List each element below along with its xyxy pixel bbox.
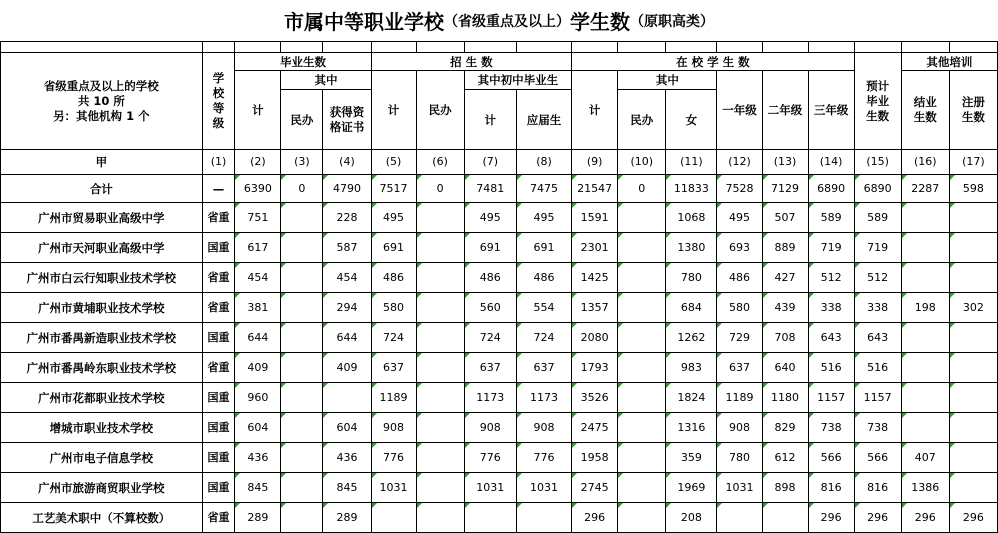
cell-grad-private: [281, 353, 323, 383]
cell-students-total: 1958: [572, 443, 618, 473]
enrollment-private-header: 民办: [416, 71, 464, 150]
cell-enroll-sub-total: (7): [464, 150, 516, 175]
expected-graduates-header: 预计毕业生数: [854, 53, 901, 150]
cell-grad-private: [281, 383, 323, 413]
cell-students-total: 2475: [572, 413, 618, 443]
school-row: [1, 233, 998, 263]
cell-school: 合计: [1, 175, 203, 203]
cell-grad-private: [281, 203, 323, 233]
total-row: [1, 175, 998, 203]
cell-grade2: 1180: [762, 383, 808, 413]
cell-expected-grad: 589: [854, 203, 901, 233]
cell-students-private: [618, 263, 666, 293]
cell-students-private: 0: [618, 175, 666, 203]
cell-grad-cert: 4790: [323, 175, 371, 203]
cell-enroll-total: 776: [371, 443, 416, 473]
cell-students-total: 2080: [572, 323, 618, 353]
cell-students-private: [618, 473, 666, 503]
cell-grad-total: 454: [235, 263, 281, 293]
title-qualifier-2: （原职高类）: [630, 13, 714, 30]
cell-grade2: 427: [762, 263, 808, 293]
graduates-total-header: 计: [235, 71, 281, 150]
cell-other-registered: [949, 443, 997, 473]
school-row: [1, 353, 998, 383]
cell-grad-cert: 454: [323, 263, 371, 293]
cell-grad-private: [281, 323, 323, 353]
cell-grade2: 507: [762, 203, 808, 233]
cell-students-total: 1591: [572, 203, 618, 233]
graduates-private-header: 民办: [281, 90, 323, 150]
cell-enroll-fresh: (8): [516, 150, 571, 175]
cell-expected-grad: 719: [854, 233, 901, 263]
cell-school: 广州市黄埔职业技术学校: [1, 293, 203, 323]
cell-grade2: 898: [762, 473, 808, 503]
cell-other-registered: [949, 413, 997, 443]
cell-enroll-private: [416, 413, 464, 443]
cell-other-completed: [901, 203, 949, 233]
cell-enroll-private: [416, 293, 464, 323]
cell-grade1: 637: [717, 353, 762, 383]
cell-grade2: 708: [762, 323, 808, 353]
cell-grad-private: [281, 263, 323, 293]
cell-other-registered: [949, 473, 997, 503]
title-main: 市属中等职业学校: [284, 10, 444, 34]
students-group-header: 在 校 学 生 数: [572, 53, 855, 71]
level-column-header: 学校等级: [202, 53, 235, 150]
cell-level: 国重: [202, 323, 235, 353]
cell-students-total: 1425: [572, 263, 618, 293]
cell-grad-cert: 289: [323, 503, 371, 533]
cell-other-registered: 296: [949, 503, 997, 533]
cell-school: 广州市天河职业高级中学: [1, 233, 203, 263]
cell-grad-total: 6390: [235, 175, 281, 203]
cell-enroll-sub-total: 7481: [464, 175, 516, 203]
cell-enroll-fresh: 724: [516, 323, 571, 353]
cell-enroll-total: 495: [371, 203, 416, 233]
cell-grad-cert: 228: [323, 203, 371, 233]
cell-students-total: 296: [572, 503, 618, 533]
cell-students-total: 21547: [572, 175, 618, 203]
cell-students-female: (11): [666, 150, 717, 175]
cell-grade1: 486: [717, 263, 762, 293]
cell-expected-grad: 6890: [854, 175, 901, 203]
cell-enroll-sub-total: 776: [464, 443, 516, 473]
school-column-header: [1, 53, 203, 150]
school-header-line-3: 另：其他机构 1 个: [53, 108, 150, 123]
cell-school: 广州市番禺新造职业技术学校: [1, 323, 203, 353]
cell-enroll-private: [416, 203, 464, 233]
cell-students-private: [618, 383, 666, 413]
school-row: [1, 383, 998, 413]
cell-enroll-sub-total: 486: [464, 263, 516, 293]
cell-students-private: [618, 203, 666, 233]
cell-grad-total: 289: [235, 503, 281, 533]
cell-school: 广州市电子信息学校: [1, 443, 203, 473]
cell-grad-private: [281, 413, 323, 443]
cell-expected-grad: 738: [854, 413, 901, 443]
cell-enroll-sub-total: 560: [464, 293, 516, 323]
cell-grad-cert: [323, 383, 371, 413]
cell-grade2: 829: [762, 413, 808, 443]
cell-grad-total: 751: [235, 203, 281, 233]
cell-enroll-sub-total: 908: [464, 413, 516, 443]
cell-grad-total: 617: [235, 233, 281, 263]
cell-grad-total: 845: [235, 473, 281, 503]
cell-enroll-fresh: 1031: [516, 473, 571, 503]
cell-other-completed: (16): [901, 150, 949, 175]
students-private-header: 民办: [618, 90, 666, 150]
cell-enroll-fresh: 776: [516, 443, 571, 473]
cell-students-private: [618, 413, 666, 443]
cell-enroll-private: [416, 383, 464, 413]
cell-enroll-total: 580: [371, 293, 416, 323]
cell-grad-cert: 587: [323, 233, 371, 263]
cell-enroll-total: 1189: [371, 383, 416, 413]
cell-grade3: 816: [808, 473, 854, 503]
cell-expected-grad: 816: [854, 473, 901, 503]
cell-students-total: 2745: [572, 473, 618, 503]
cell-level: (1): [202, 150, 235, 175]
enrollment-sub-total-header: 计: [464, 90, 516, 150]
cell-enroll-total: 691: [371, 233, 416, 263]
cell-level: 省重: [202, 203, 235, 233]
school-header-line-1: 省级重点及以上的学校: [43, 78, 159, 93]
cell-grad-cert: 644: [323, 323, 371, 353]
cell-grade3: 296: [808, 503, 854, 533]
cell-grade1: (12): [717, 150, 762, 175]
cell-enroll-fresh: 486: [516, 263, 571, 293]
cell-enroll-private: (6): [416, 150, 464, 175]
cell-grad-total: 381: [235, 293, 281, 323]
cell-grad-private: [281, 443, 323, 473]
graduates-certificate-header: 获得资格证书: [323, 90, 371, 150]
cell-grade3: 589: [808, 203, 854, 233]
cell-enroll-sub-total: 495: [464, 203, 516, 233]
cell-school: 广州市花都职业技术学校: [1, 383, 203, 413]
cell-level: 国重: [202, 383, 235, 413]
cell-school: 增城市职业技术学校: [1, 413, 203, 443]
cell-grade2: (13): [762, 150, 808, 175]
cell-students-private: [618, 323, 666, 353]
students-female-header: 女: [666, 90, 717, 150]
sheet-title: [0, 0, 998, 42]
school-row: [1, 293, 998, 323]
cell-enroll-total: 637: [371, 353, 416, 383]
cell-other-registered: (17): [949, 150, 997, 175]
school-row: [1, 413, 998, 443]
students-total-header: 计: [572, 71, 618, 150]
cell-students-female: 780: [666, 263, 717, 293]
cell-grade3: (14): [808, 150, 854, 175]
cell-grade1: 693: [717, 233, 762, 263]
cell-grade2: 889: [762, 233, 808, 263]
cell-other-completed: [901, 413, 949, 443]
cell-grad-total: 604: [235, 413, 281, 443]
cell-enroll-fresh: 7475: [516, 175, 571, 203]
school-row: [1, 473, 998, 503]
cell-students-female: 11833: [666, 175, 717, 203]
grade1-header: 一年级: [717, 71, 762, 150]
cell-students-total: 3526: [572, 383, 618, 413]
cell-grade1: 580: [717, 293, 762, 323]
cell-other-registered: [949, 383, 997, 413]
completed-header: 结业生数: [901, 71, 949, 150]
other-training-group-header: 其他培训: [901, 53, 997, 71]
cell-grade2: 640: [762, 353, 808, 383]
cell-level: 国重: [202, 443, 235, 473]
school-row: [1, 203, 998, 233]
cell-level: 省重: [202, 293, 235, 323]
cell-expected-grad: 512: [854, 263, 901, 293]
cell-other-completed: [901, 383, 949, 413]
cell-grad-cert: 845: [323, 473, 371, 503]
cell-grad-private: 0: [281, 175, 323, 203]
cell-students-private: [618, 353, 666, 383]
cell-grad-total: 960: [235, 383, 281, 413]
spacer-row: [1, 42, 998, 53]
cell-other-registered: [949, 203, 997, 233]
cell-grade1: 1031: [717, 473, 762, 503]
cell-other-completed: 1386: [901, 473, 949, 503]
cell-students-female: 208: [666, 503, 717, 533]
cell-grad-total: 436: [235, 443, 281, 473]
cell-grade2: 7129: [762, 175, 808, 203]
cell-enroll-fresh: 1173: [516, 383, 571, 413]
cell-grad-cert: 294: [323, 293, 371, 323]
cell-other-registered: [949, 233, 997, 263]
cell-grad-private: (3): [281, 150, 323, 175]
cell-expected-grad: 516: [854, 353, 901, 383]
school-row: [1, 263, 998, 293]
cell-students-total: 2301: [572, 233, 618, 263]
cell-other-completed: [901, 233, 949, 263]
cell-students-female: 1262: [666, 323, 717, 353]
student-statistics-table: [0, 41, 998, 533]
cell-other-registered: 598: [949, 175, 997, 203]
cell-school: 工艺美术职中（不算校数）: [1, 503, 203, 533]
cell-grade3: 643: [808, 323, 854, 353]
graduates-subgroup-header: 其中: [281, 71, 371, 90]
cell-level: 国重: [202, 473, 235, 503]
enrollment-subgroup-header: 其中初中毕业生: [464, 71, 571, 90]
cell-grad-total: 644: [235, 323, 281, 353]
cell-grad-cert: 604: [323, 413, 371, 443]
cell-enroll-fresh: 554: [516, 293, 571, 323]
cell-enroll-sub-total: 691: [464, 233, 516, 263]
enrollment-group-header: 招 生 数: [371, 53, 572, 71]
students-subgroup-header: 其中: [618, 71, 717, 90]
cell-other-completed: [901, 353, 949, 383]
cell-grade1: 7528: [717, 175, 762, 203]
cell-grade3: 516: [808, 353, 854, 383]
cell-grade1: 1189: [717, 383, 762, 413]
cell-enroll-private: [416, 443, 464, 473]
cell-other-registered: [949, 323, 997, 353]
cell-level: 省重: [202, 263, 235, 293]
cell-grade2: 439: [762, 293, 808, 323]
cell-grade1: 780: [717, 443, 762, 473]
registered-header: 注册生数: [949, 71, 997, 150]
cell-grade3: 6890: [808, 175, 854, 203]
cell-grad-cert: (4): [323, 150, 371, 175]
cell-school: 广州市贸易职业高级中学: [1, 203, 203, 233]
cell-enroll-sub-total: 1173: [464, 383, 516, 413]
cell-level: 省重: [202, 353, 235, 383]
cell-enroll-fresh: 691: [516, 233, 571, 263]
column-index-row: [1, 150, 998, 175]
cell-grade3: 512: [808, 263, 854, 293]
cell-expected-grad: 643: [854, 323, 901, 353]
cell-grade3: 566: [808, 443, 854, 473]
cell-grade1: 495: [717, 203, 762, 233]
cell-other-registered: [949, 263, 997, 293]
cell-other-completed: 407: [901, 443, 949, 473]
cell-students-private: [618, 443, 666, 473]
cell-school: 广州市白云行知职业技术学校: [1, 263, 203, 293]
grade3-header: 三年级: [808, 71, 854, 150]
cell-other-registered: 302: [949, 293, 997, 323]
cell-enroll-total: 1031: [371, 473, 416, 503]
cell-school: 甲: [1, 150, 203, 175]
cell-students-female: 1969: [666, 473, 717, 503]
cell-enroll-private: [416, 323, 464, 353]
cell-other-completed: 2287: [901, 175, 949, 203]
cell-students-female: 359: [666, 443, 717, 473]
cell-enroll-total: 7517: [371, 175, 416, 203]
cell-students-female: 1380: [666, 233, 717, 263]
cell-expected-grad: 566: [854, 443, 901, 473]
cell-students-private: [618, 293, 666, 323]
cell-level: —: [202, 175, 235, 203]
cell-expected-grad: (15): [854, 150, 901, 175]
cell-enroll-total: 486: [371, 263, 416, 293]
cell-grad-total: 409: [235, 353, 281, 383]
cell-grad-total: (2): [235, 150, 281, 175]
cell-students-female: 684: [666, 293, 717, 323]
cell-other-completed: 198: [901, 293, 949, 323]
cell-grade1: 729: [717, 323, 762, 353]
school-row: [1, 443, 998, 473]
cell-expected-grad: 338: [854, 293, 901, 323]
cell-enroll-private: [416, 263, 464, 293]
enrollment-total-header: 计: [371, 71, 416, 150]
cell-students-female: 1316: [666, 413, 717, 443]
cell-level: 国重: [202, 233, 235, 263]
header-row-1: [1, 53, 998, 71]
cell-enroll-private: [416, 473, 464, 503]
cell-grad-private: [281, 293, 323, 323]
cell-enroll-private: [416, 353, 464, 383]
cell-students-total: (9): [572, 150, 618, 175]
cell-grade3: 338: [808, 293, 854, 323]
cell-enroll-fresh: 908: [516, 413, 571, 443]
enrollment-fresh-header: 应届生: [516, 90, 571, 150]
school-header-line-2: 共 10 所: [77, 93, 125, 108]
cell-grad-private: [281, 233, 323, 263]
cell-other-completed: [901, 263, 949, 293]
cell-grad-cert: 409: [323, 353, 371, 383]
cell-students-female: 983: [666, 353, 717, 383]
graduates-group-header: 毕业生数: [235, 53, 371, 71]
cell-school: 广州市旅游商贸职业学校: [1, 473, 203, 503]
cell-other-completed: 296: [901, 503, 949, 533]
cell-level: 省重: [202, 503, 235, 533]
cell-enroll-total: 908: [371, 413, 416, 443]
cell-enroll-total: (5): [371, 150, 416, 175]
cell-level: 国重: [202, 413, 235, 443]
cell-students-total: 1793: [572, 353, 618, 383]
cell-enroll-private: 0: [416, 175, 464, 203]
cell-students-female: 1824: [666, 383, 717, 413]
cell-enroll-fresh: 495: [516, 203, 571, 233]
cell-grade3: 719: [808, 233, 854, 263]
cell-students-private: (10): [618, 150, 666, 175]
cell-other-registered: [949, 353, 997, 383]
school-row: [1, 323, 998, 353]
cell-grade1: 908: [717, 413, 762, 443]
cell-students-total: 1357: [572, 293, 618, 323]
cell-enroll-sub-total: 724: [464, 323, 516, 353]
cell-expected-grad: 1157: [854, 383, 901, 413]
cell-grad-cert: 436: [323, 443, 371, 473]
cell-enroll-fresh: 637: [516, 353, 571, 383]
cell-enroll-total: 724: [371, 323, 416, 353]
cell-grade3: 738: [808, 413, 854, 443]
cell-grade3: 1157: [808, 383, 854, 413]
cell-enroll-sub-total: 637: [464, 353, 516, 383]
cell-enroll-sub-total: 1031: [464, 473, 516, 503]
cell-enroll-private: [416, 233, 464, 263]
cell-expected-grad: 296: [854, 503, 901, 533]
title-main-2: 学生数: [570, 10, 630, 34]
cell-grad-private: [281, 473, 323, 503]
cell-grade2: 612: [762, 443, 808, 473]
cell-students-private: [618, 233, 666, 263]
grade2-header: 二年级: [762, 71, 808, 150]
cell-other-completed: [901, 323, 949, 353]
cell-school: 广州市番禺岭东职业技术学校: [1, 353, 203, 383]
cell-students-female: 1068: [666, 203, 717, 233]
title-qualifier: （省级重点及以上）: [444, 13, 570, 30]
